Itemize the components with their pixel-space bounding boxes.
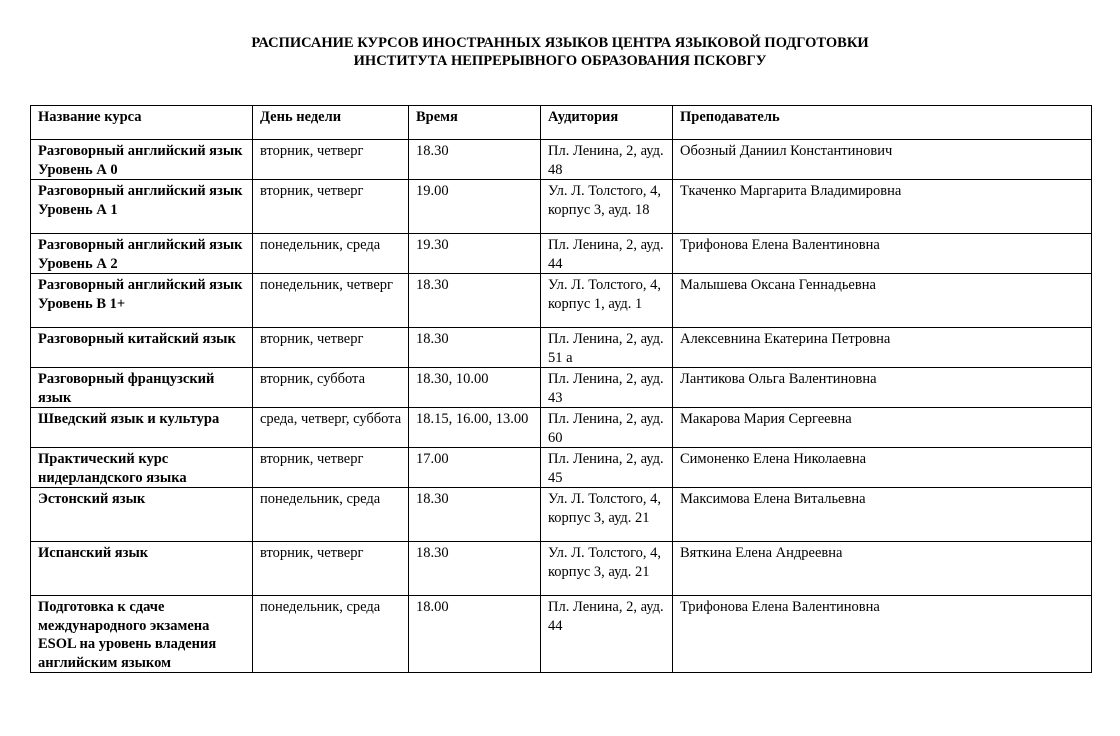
cell-day: вторник, четверг — [253, 140, 409, 180]
cell-time: 19.30 — [409, 234, 541, 274]
title-line-1: РАСПИСАНИЕ КУРСОВ ИНОСТРАННЫХ ЯЗЫКОВ ЦЕНТРА ЯЗЫКОВОЙ ПОДГОТОВКИ — [251, 35, 869, 51]
cell-day: вторник, суббота — [253, 368, 409, 408]
cell-course: Разговорный французский язык — [31, 368, 253, 408]
cell-room: Ул. Л. Толстого, 4, корпус 3, ауд. 21 — [541, 488, 673, 542]
title-line-2: ИНСТИТУТА НЕПРЕРЫВНОГО ОБРАЗОВАНИЯ ПСКОВГУ — [353, 53, 767, 69]
cell-course: Испанский язык — [31, 542, 253, 596]
cell-time: 18.15, 16.00, 13.00 — [409, 408, 541, 448]
cell-teacher: Макарова Мария Сергеевна — [673, 408, 1092, 448]
cell-room: Пл. Ленина, 2, ауд. 48 — [541, 140, 673, 180]
cell-course: Разговорный английский язык Уровень А 2 — [31, 234, 253, 274]
cell-room: Ул. Л. Толстого, 4, корпус 3, ауд. 18 — [541, 180, 673, 234]
table-header-row — [31, 106, 1092, 140]
cell-day: среда, четверг, суббота — [253, 408, 409, 448]
header-time: Время — [409, 106, 541, 140]
cell-teacher: Ткаченко Маргарита Владимировна — [673, 180, 1092, 234]
cell-course: Разговорный китайский язык — [31, 328, 253, 368]
cell-day: понедельник, четверг — [253, 274, 409, 328]
cell-teacher: Вяткина Елена Андреевна — [673, 542, 1092, 596]
cell-room: Ул. Л. Толстого, 4, корпус 3, ауд. 21 — [541, 542, 673, 596]
cell-teacher: Малышева Оксана Геннадьевна — [673, 274, 1092, 328]
cell-teacher: Обозный Даниил Константинович — [673, 140, 1092, 180]
cell-room: Пл. Ленина, 2, ауд. 60 — [541, 408, 673, 448]
cell-time: 18.30 — [409, 488, 541, 542]
cell-time: 18.30, 10.00 — [409, 368, 541, 408]
cell-room: Пл. Ленина, 2, ауд. 45 — [541, 448, 673, 488]
cell-course: Эстонский язык — [31, 488, 253, 542]
cell-room: Пл. Ленина, 2, ауд. 51 а — [541, 328, 673, 368]
cell-course: Разговорный английский язык Уровень А 1 — [31, 180, 253, 234]
cell-teacher: Симоненко Елена Николаевна — [673, 448, 1092, 488]
cell-course: Шведский язык и культура — [31, 408, 253, 448]
cell-teacher: Трифонова Елена Валентиновна — [673, 596, 1092, 673]
table-row — [31, 234, 1092, 274]
cell-course: Практический курс нидерландского языка — [31, 448, 253, 488]
table-row — [31, 180, 1092, 234]
cell-day: вторник, четверг — [253, 328, 409, 368]
cell-time: 17.00 — [409, 448, 541, 488]
cell-day: вторник, четверг — [253, 448, 409, 488]
header-room: Аудитория — [541, 106, 673, 140]
cell-time: 19.00 — [409, 180, 541, 234]
cell-room: Пл. Ленина, 2, ауд. 44 — [541, 234, 673, 274]
cell-teacher: Максимова Елена Витальевна — [673, 488, 1092, 542]
table-row — [31, 328, 1092, 368]
cell-time: 18.30 — [409, 328, 541, 368]
cell-day: понедельник, среда — [253, 234, 409, 274]
table-row — [31, 596, 1092, 673]
table-row — [31, 488, 1092, 542]
table-row — [31, 368, 1092, 408]
cell-teacher: Алексевнина Екатерина Петровна — [673, 328, 1092, 368]
cell-room: Пл. Ленина, 2, ауд. 43 — [541, 368, 673, 408]
cell-course: Подготовка к сдаче международного экзамена ESOL на уровень владения английским языком — [31, 596, 253, 673]
schedule-table — [30, 105, 1092, 673]
cell-teacher: Трифонова Елена Валентиновна — [673, 234, 1092, 274]
cell-time: 18.30 — [409, 542, 541, 596]
header-course: Название курса — [31, 106, 253, 140]
cell-room: Пл. Ленина, 2, ауд. 44 — [541, 596, 673, 673]
table-row — [31, 274, 1092, 328]
cell-course: Разговорный английский язык Уровень А 0 — [31, 140, 253, 180]
header-day: День недели — [253, 106, 409, 140]
cell-time: 18.30 — [409, 274, 541, 328]
header-teacher: Преподаватель — [673, 106, 1092, 140]
document-title — [0, 34, 1120, 70]
cell-room: Ул. Л. Толстого, 4, корпус 1, ауд. 1 — [541, 274, 673, 328]
cell-time: 18.30 — [409, 140, 541, 180]
cell-time: 18.00 — [409, 596, 541, 673]
table-row — [31, 140, 1092, 180]
cell-day: вторник, четверг — [253, 180, 409, 234]
cell-day: понедельник, среда — [253, 596, 409, 673]
cell-course: Разговорный английский язык Уровень В 1+ — [31, 274, 253, 328]
cell-teacher: Лантикова Ольга Валентиновна — [673, 368, 1092, 408]
table-row — [31, 408, 1092, 448]
cell-day: вторник, четверг — [253, 542, 409, 596]
cell-day: понедельник, среда — [253, 488, 409, 542]
table-row — [31, 448, 1092, 488]
table-row — [31, 542, 1092, 596]
